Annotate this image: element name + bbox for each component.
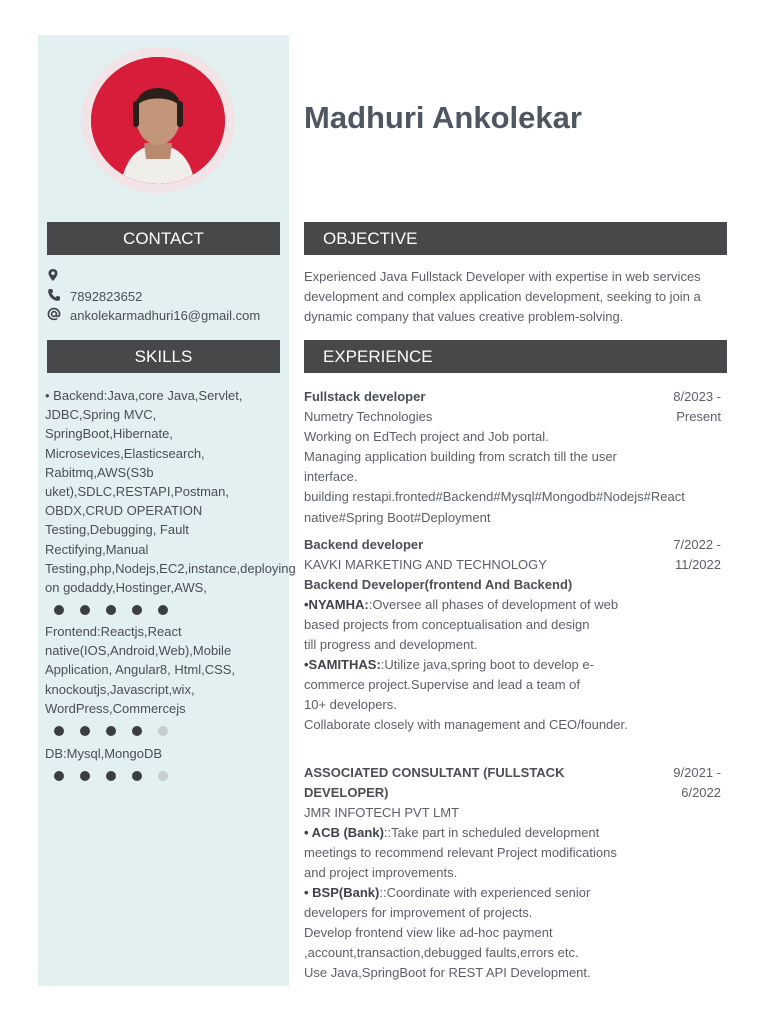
job-company: KAVKI MARKETING AND TECHNOLOGY (304, 557, 547, 572)
job-title: Backend developer (304, 537, 424, 552)
job-line: 10+ developers. (304, 697, 397, 712)
candidate-name: Madhuri Ankolekar (304, 100, 582, 135)
skill-dot-filled (106, 605, 116, 615)
job-line-text: :Utilize java,spring boot to develop e- (380, 657, 594, 672)
contact-phone-row (47, 288, 142, 307)
skill-dot-filled (54, 726, 64, 736)
objective-header: OBJECTIVE (304, 222, 727, 255)
job-line: building restapi.fronted#Backend#Mysql#Mongodb#Nodejs#React (304, 489, 685, 504)
job-title: Fullstack developer (304, 389, 426, 404)
skill-dot-filled (80, 771, 90, 781)
phone-icon (47, 288, 63, 307)
skill-dot-filled (132, 605, 142, 615)
skill-backend: • Backend:Java,core Java,Servlet, JDBC,Spring MVC, SpringBoot,Hibernate, Microsevices,Elasticsearch, Rabitmq,AWS(S3b uket),SDLC,RESTAPI,Postman, OBDX,CRUD OPERATION Testing,Debugging, Fault Rectifying,Manual Testing,php,Nodejs,EC2,instance,deploying on godaddy,Hostinger,AWS, (45, 388, 296, 596)
job-date: 9/2021 - 6/2022 (673, 765, 721, 800)
skill-dot-filled (54, 605, 64, 615)
contact-email[interactable]: ankolekarmadhuri16@gmail.com (70, 308, 261, 323)
skill-frontend: Frontend:Reactjs,React native(IOS,Android,Web),Mobile Application, Angular8, Html,CSS, knockoutjs,Javascript,wix, WordPress,Commercejs (45, 624, 236, 716)
job-line: based projects from conceptualisation and design (304, 617, 590, 632)
job-line-text: ::Coordinate with experienced senior (379, 885, 591, 900)
skill-dot-empty (158, 726, 168, 736)
job-line: interface. (304, 469, 358, 484)
job-line-text: :Oversee all phases of development of web (368, 597, 619, 612)
project-key: • BSP(Bank) (304, 885, 380, 900)
project-key: •SAMITHAS: (304, 657, 381, 672)
contact-address-row (47, 268, 70, 287)
skill-dot-filled (80, 726, 90, 736)
job-line (304, 595, 618, 615)
job-line: and project improvements. (304, 865, 458, 880)
contact-email-row (47, 307, 260, 326)
skill-dot-filled (132, 771, 142, 781)
job-line: Managing application building from scratch till the user (304, 449, 617, 464)
skill-dot-filled (80, 605, 90, 615)
job-line: Use Java,SpringBoot for REST API Development. (304, 965, 591, 980)
job-date: 8/2023 - Present (673, 389, 721, 424)
job-line: ,account,transaction,debugged faults,errors etc. (304, 945, 579, 960)
job-subtitle: Backend Developer(frontend And Backend) (304, 577, 573, 592)
at-icon (47, 307, 63, 326)
job-line: developers for improvement of projects. (304, 905, 533, 920)
job-title-cont: DEVELOPER) (304, 785, 389, 800)
job-line (304, 883, 590, 903)
contact-phone[interactable]: 7892823652 (70, 289, 143, 304)
job-company: Numetry Technologies (304, 409, 433, 424)
job-line (304, 655, 594, 675)
job-line: meetings to recommend relevant Project modifications (304, 845, 617, 860)
skill-dot-filled (54, 771, 64, 781)
experience-header: EXPERIENCE (304, 340, 727, 373)
skill-dot-filled (158, 605, 168, 615)
profile-photo (91, 57, 225, 184)
job-line: till progress and development. (304, 637, 478, 652)
job-line: commerce project.Supervise and lead a team of (304, 677, 581, 692)
job-line-text: ::Take part in scheduled development (383, 825, 600, 840)
job-date: 7/2022 - 11/2022 (673, 537, 721, 572)
job-line: native#Spring Boot#Deployment (304, 510, 491, 525)
skills-header: SKILLS (47, 340, 280, 373)
objective-text: Experienced Java Fullstack Developer with expertise in web services development and complex application development, seeking to join a dynamic company that values creative problem-solving. (304, 269, 701, 324)
skill-dot-filled (106, 771, 116, 781)
skill-dot-empty (158, 771, 168, 781)
skill-dot-filled (106, 726, 116, 736)
job-title: ASSOCIATED CONSULTANT (FULLSTACK (304, 765, 565, 780)
job-line: Develop frontend view like ad-hoc payment (304, 925, 553, 940)
job-company: JMR INFOTECH PVT LMT (304, 805, 460, 820)
map-pin-icon (47, 268, 63, 287)
contact-header: CONTACT (47, 222, 280, 255)
skill-dot-filled (132, 726, 142, 736)
job-line (304, 823, 599, 843)
project-key: • ACB (Bank) (304, 825, 384, 840)
skill-db: DB:Mysql,MongoDB (45, 746, 163, 761)
project-key: •NYAMHA: (304, 597, 369, 612)
job-line: Collaborate closely with management and CEO/founder. (304, 717, 628, 732)
job-line: Working on EdTech project and Job portal. (304, 429, 549, 444)
